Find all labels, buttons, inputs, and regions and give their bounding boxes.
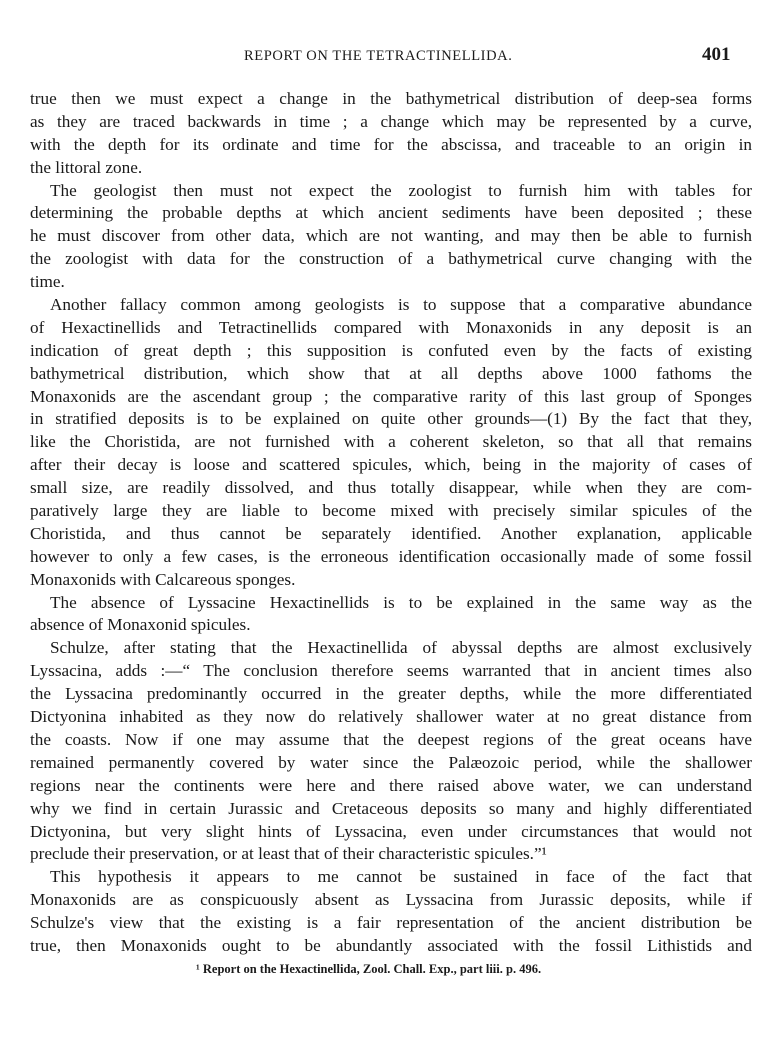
text-line: as they are traced backwards in time ; a change which may be represented by a curve, (30, 111, 752, 131)
text-line: paratively large they are liable to become mixed with precisely similar spicules of the (30, 501, 752, 521)
page-number: 401 (702, 44, 731, 65)
paragraph (30, 592, 752, 638)
text-line: like the Choristida, are not furnished with a coherent skeleton, so that all that remains (30, 432, 752, 452)
text-line: Monaxonids are the ascendant group ; the comparative rarity of this last group of Sponges (30, 386, 752, 406)
text-line: Schulze's view that the existing is a fair representation of the ancient distribution be (30, 913, 752, 933)
text-line: in stratified deposits is to be explained on quite other grounds—(1) By the fact that they, (30, 409, 752, 429)
text-line: he must discover from other data, which are not wanting, and may then be able to furnish (30, 226, 752, 246)
text-line: Monaxonids with Calcareous sponges. (30, 569, 296, 589)
paragraph (30, 866, 752, 958)
text-line: small size, are readily dissolved, and thus totally disappear, while when they are com- (30, 478, 752, 498)
text-line: the littoral zone. (30, 157, 143, 177)
text-line: true then we must expect a change in the bathymetrical distribution of deep-sea forms (30, 89, 752, 108)
text-line: why we find in certain Jurassic and Cretaceous deposits so many and highly differentiated (30, 798, 752, 818)
text-line: Monaxonids are as conspicuously absent as Lyssacina from Jurassic deposits, while if (30, 890, 752, 910)
text-line: of Hexactinellids and Tetractinellids compared with Monaxonids in any deposit is an (30, 317, 752, 337)
text-line: remained permanently covered by water since the Palæozoic period, while the shallower (30, 752, 752, 772)
text-line: Schulze, after stating that the Hexactinellida of abyssal depths are almost exclusively (50, 638, 752, 658)
body-text (30, 88, 752, 958)
text-line: regions near the continents were here and there raised above water, we can understand (30, 775, 752, 795)
text-line: the Lyssacina predominantly occurred in the greater depths, while the more differentiated (30, 684, 752, 704)
text-line: Another fallacy common among geologists is to suppose that a comparative abundance (50, 295, 752, 315)
text-line: bathymetrical distribution, which show that at all depths above 1000 fathoms the (30, 363, 752, 383)
text-line: with the depth for its ordinate and time for the abscissa, and traceable to an origin in (30, 134, 752, 154)
text-line: time. (30, 272, 65, 292)
text-line: the zoologist with data for the construction of a bathymetrical curve changing with the (30, 249, 752, 269)
text-line: the coasts. Now if one may assume that the deepest regions of the great oceans have (30, 729, 752, 749)
text-line: true, then Monaxonids ought to be abundantly associated with the fossil Lithistids and (30, 935, 752, 955)
running-title: REPORT ON THE TETRACTINELLIDA. (244, 48, 513, 64)
text-line: determining the probable depths at which ancient sediments have been deposited ; these (30, 203, 752, 223)
text-line: preclude their preservation, or at least that of their characteristic spicules.”¹ (30, 844, 547, 864)
paragraph (30, 180, 752, 294)
text-line: Choristida, and thus cannot be separately identified. Another explanation, applicable (30, 523, 752, 543)
text-line: after their decay is loose and scattered spicules, which, being in the majority of cases of (30, 455, 752, 475)
text-line: Dictyonina, but very slight hints of Lyssacina, even under circumstances that would not (30, 821, 752, 841)
text-line: The geologist then must not expect the zoologist to furnish him with tables for (50, 180, 752, 200)
paragraph (30, 88, 752, 180)
footnote: ¹ Report on the Hexactinellida, Zool. Chall. Exp., part liii. p. 496. (196, 962, 542, 976)
paragraph (30, 637, 752, 866)
page-header (0, 44, 776, 68)
text-line: Lyssacina, adds :—“ The conclusion therefore seems warranted that in ancient times also (30, 661, 752, 681)
text-line: absence of Monaxonid spicules. (30, 615, 251, 635)
text-line: Dictyonina inhabited as they now do relatively shallower water at no great distance from (30, 707, 752, 727)
text-line: This hypothesis it appears to me cannot be sustained in face of the fact that (50, 867, 752, 887)
text-line: The absence of Lyssacine Hexactinellids is to be explained in the same way as the (50, 592, 752, 612)
text-line: however to only a few cases, is the erroneous identification occasionally made of some fossil (30, 546, 752, 566)
paragraph (30, 294, 752, 592)
text-line: indication of great depth ; this supposition is confuted even by the facts of existing (30, 340, 752, 360)
